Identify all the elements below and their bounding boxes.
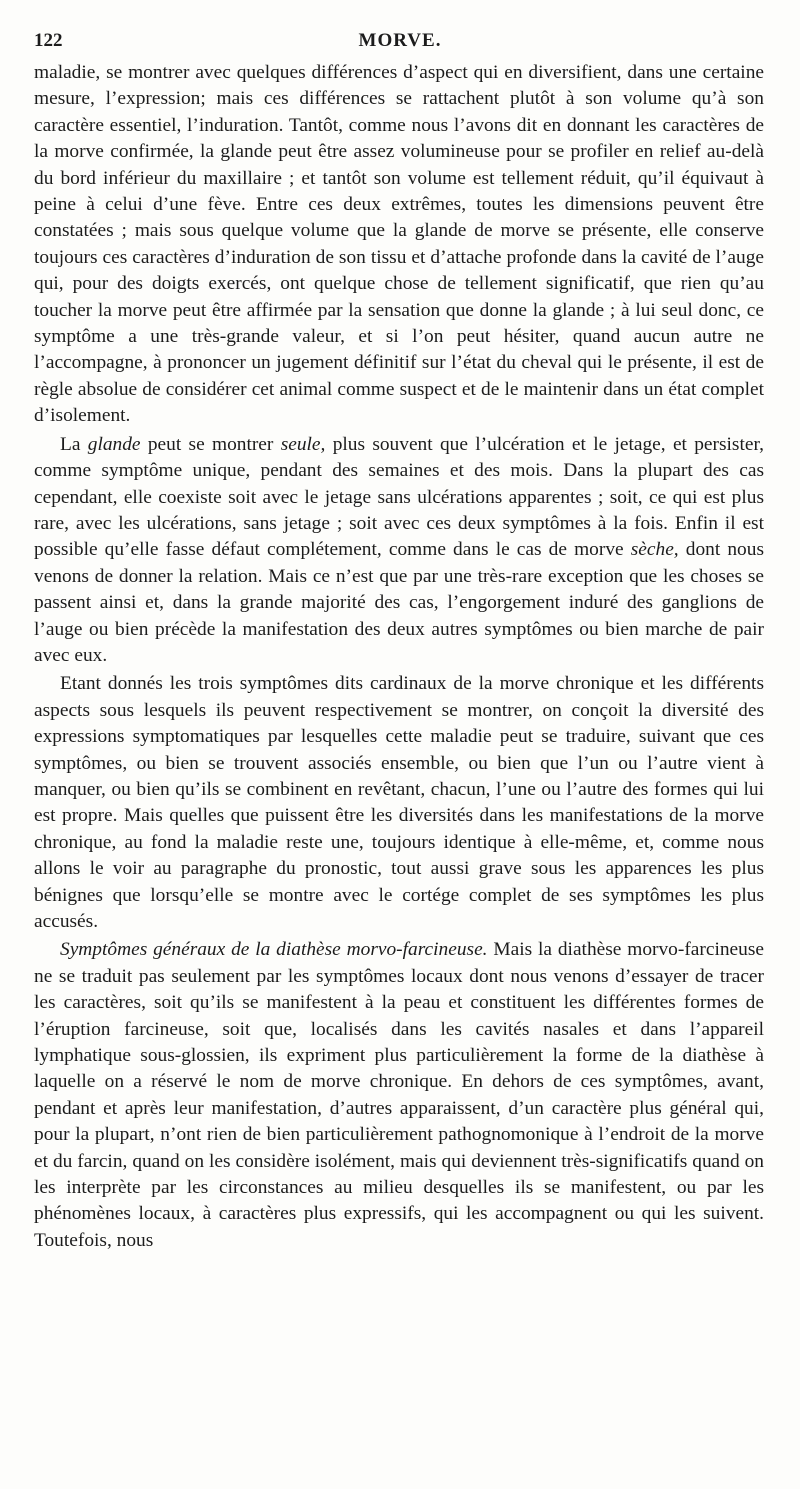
running-title: MORVE. xyxy=(358,30,442,51)
italic-term: glande xyxy=(87,433,141,455)
text-segment: maladie, se montrer avec quelques différences d’aspect qui en diversifient, dans une certaine mesure, l’expression; mais ces différences se rattachent plutôt à son volume qu’à son caractère essentiel, l’induration. Tantôt, comme nous l’avons dit en donnant les caractères de la morve confirmée, la glande peut être assez volumineuse pour se profiler en relief au-delà du bord inférieur du maxillaire ; et tantôt son volume est tellement réduit, qu’il équivaut à peine à celui d’une fève. Entre ces deux extrêmes, toutes les dimensions peuvent être constatées ; mais sous quelque volume que la glande de morve se présente, elle conserve toujours ces caractères d’induration de son tissu et d’attache profonde dans la cavité de l’auge qui, pour des doigts exercés, ont quelque chose de tellement significatif, que rien qu’au toucher la morve peut être affirmée par la sensation que donne la glande ; à lui seul donc, ce symptôme a une très-grande valeur, et si l’on peut hésiter, quand aucun autre ne l’accompagne, à prononcer un jugement définitif sur l’état du cheval qui le présente, il est de règle absolue de considérer cet animal comme suspect et de le maintenir dans un état complet d’isolement. xyxy=(34,62,764,427)
italic-term: sèche, xyxy=(630,539,679,561)
text-segment: Etant donnés les trois symptômes dits cardinaux de la morve chronique et les différents aspects sous lesquels ils peuvent respectivement se montrer, on conçoit la diversité des expressions symptomatiques par lesquelles cette maladie peut se traduire, suivant que ces symptômes, ou bien se trouvent associés ensemble, ou bien que l’un ou l’autre vient à manquer, ou bien qu’ils se combinent en revêtant, chacun, l’une ou l’autre des formes qui lui est propre. Mais quelles que puissent être les diversités dans les manifestations de la morve chronique, au fond la maladie reste une, toujours identique à elle-même, et, comme nous allons le voir au paragraphe du pronostic, tout aussi grave sous les apparences les plus bénignes que lorsqu’elle se montre avec le cortége complet de ses symptômes les plus accusés. xyxy=(34,673,764,932)
text-segment: peut se montrer xyxy=(140,433,281,455)
text-segment: Mais la diathèse morvo-farcineuse ne se traduit pas seulement par les symptômes locaux dont nous venons d’essayer de tracer les caractères, soit qu’ils se manifestent à la peau et constituent les différentes formes de l’éruption farcineuse, soit que, localisés dans les cavités nasales et dans l’appareil lymphatique sous-glossien, ils expriment plus particulièrement la forme de la diathèse à laquelle on a réservé le nom de morve chronique. En dehors de ces symptômes, avant, pendant et après leur manifestation, d’autres apparaissent, d’un caractère plus général qui, pour la plupart, n’ont rien de bien particulièrement pathognomonique à l’endroit de la morve et du farcin, quand on les considère isolément, mais qui deviennent très-significatifs quand on les interprète par les circonstances au milieu desquelles ils se manifestent, ou par les phénomènes locaux, à caractères plus expressifs, qui les accompagnent ou qui les suivent. Toutefois, nous xyxy=(34,939,764,1251)
paragraph xyxy=(34,671,764,935)
running-head xyxy=(34,30,766,54)
section-heading-italic: Symptômes généraux de la diathèse morvo-farcineuse. xyxy=(60,939,488,961)
body-text xyxy=(34,60,764,1254)
text-segment: dont nous venons de donner la relation. Mais ce n’est que par une très-rare exception que les choses se passent ainsi et, dans la grande majorité des cas, l’engorgement induré des ganglions de l’auge ou bien précède la manifestation des deux autres symptômes ou bien marche de pair avec eux. xyxy=(34,539,764,666)
text-segment: La xyxy=(60,433,88,455)
paragraph xyxy=(34,432,764,670)
page-number: 122 xyxy=(34,30,63,51)
paragraph xyxy=(34,60,764,430)
text-segment: plus souvent que l’ulcération et le jetage, et persister, comme symptôme unique, pendant des semaines et des mois. Dans la plupart des cas cependant, elle coexiste soit avec le jetage sans ulcérations apparentes ; soit, ce qui est plus rare, avec les ulcérations, sans jetage ; soit avec ces deux symptômes à la fois. Enfin il est possible qu’elle fasse défaut complétement, comme dans le cas de morve xyxy=(34,433,764,561)
italic-term: seule, xyxy=(280,433,326,455)
paragraph xyxy=(34,937,764,1254)
